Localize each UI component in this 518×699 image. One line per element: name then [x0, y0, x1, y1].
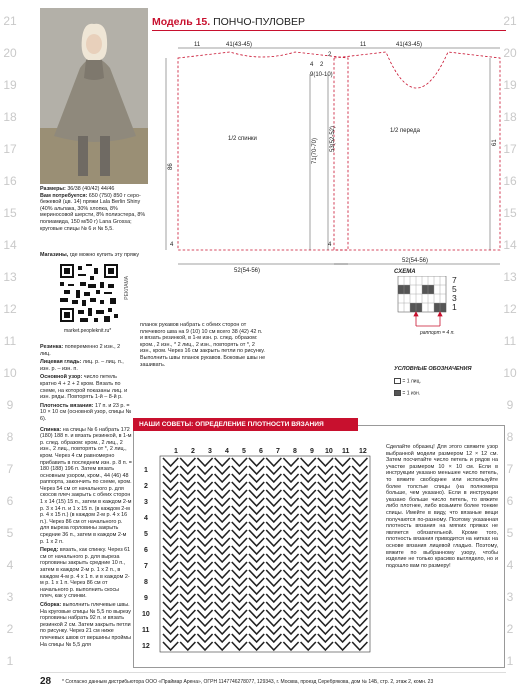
sizes-value: 36/38 (40/42) 44/46 [67, 186, 115, 192]
ruler-num: 5 [6, 526, 14, 540]
ruler-num: 16 [3, 174, 17, 188]
gauge-swatch [140, 444, 376, 666]
scheme-row-num: 3 [452, 293, 457, 303]
ruler-num: 21 [3, 14, 17, 28]
ruler-num: 16 [503, 174, 517, 188]
grid-top-num: 3 [208, 448, 212, 455]
footer-divider [40, 672, 506, 673]
model-label: Модель 15. [152, 16, 211, 28]
ruler-num: 14 [503, 238, 517, 252]
ruler-num: 17 [503, 142, 517, 156]
instr-text: выполнить плечевые швы. На круговые спицы № 5,5 по вырезу горловины набрать 92 п. и вязать резинкой 2 см. Затем закрыть петли по рисунку. Через 21 см ниже плечевых швов от вершины проймы На спицы № 5,5 для [40, 601, 131, 648]
back-label: 1/2 спинки [228, 136, 257, 142]
instr-label: Перед: [40, 547, 59, 554]
model-name: ПОНЧО-ПУЛОВЕР [213, 16, 305, 28]
ruler-num: 3 [6, 590, 14, 604]
page-number: 28 [40, 676, 52, 687]
instr-text: лиц. р. – лиц. п., изн. р. – изн. п. [40, 359, 124, 372]
ad-label: РЕКЛАМА [124, 276, 130, 300]
ruler-num: 10 [3, 366, 17, 380]
grid-top-num: 1 [174, 448, 178, 455]
grid-top-num: 7 [276, 448, 280, 455]
grid-side-num: 2 [144, 483, 148, 490]
ruler-num: 17 [3, 142, 17, 156]
instr-label: Лицевая гладь: [40, 359, 82, 366]
instr-text: 17 п. и 23 р. = 10 × 10 см (основной узор, спицы № 6). [40, 402, 132, 422]
ruler-num: 8 [6, 430, 14, 444]
rapport-label: раппорт = 4 п. [420, 330, 455, 336]
pattern-outline [178, 52, 500, 250]
needed-value: 650 (750) 850 г серо-бежевой (цв. 14) пряжи Lala Berlin Shiny (40% альпака, 30% хлопка, 8% мериносовой шерсти, 8% полиэстера, 8% полиамида, 150 м/50 г) Lana Grossa; круговые спицы № 6 и № 5,5. [40, 192, 146, 232]
ruler-num: 12 [503, 302, 517, 316]
dim-41a: 41(43-45) [226, 42, 253, 48]
scheme-row-num: 1 [452, 302, 457, 312]
stores-line [40, 252, 150, 259]
ruler-num: 15 [503, 206, 517, 220]
ruler-num: 5 [506, 526, 514, 540]
grid-side-num: 4 [144, 515, 148, 522]
footer-note: * Согласно данным дистрибьютора ООО «Праймар Арена», ОГРН 1147746278077, 129343, г. Москва, проезд Серебрякова, дом № 14Б, стр. 2, этаж 2, комн. 23 [62, 679, 434, 685]
dim-11a: 11 [194, 42, 201, 48]
dim-52b: 52(54-56) [402, 258, 429, 264]
stores-label: Магазины, [40, 252, 69, 258]
ruler-num: 15 [3, 206, 17, 220]
grid-side-num: 12 [142, 643, 150, 650]
needed-label: Вам потребуется: [40, 192, 88, 199]
ruler-num: 7 [6, 462, 14, 476]
grid-side-num: 1 [144, 467, 148, 474]
ruler-num: 10 [503, 366, 517, 380]
instr-stockinette [40, 359, 132, 372]
ruler-num: 11 [3, 334, 17, 348]
ruler-num: 20 [3, 46, 17, 60]
front-label: 1/2 переда [390, 128, 420, 134]
ruler-num: 7 [506, 462, 514, 476]
tips-header: НАШИ СОВЕТЫ: ОПРЕДЕЛЕНИЕ ПЛОТНОСТИ ВЯЗАНИЯ [133, 418, 358, 431]
grid-top-num: 9 [310, 448, 314, 455]
scheme-row-num: 7 [452, 275, 457, 285]
market-url[interactable]: market.peopleknit.ru* [64, 328, 112, 334]
grid-side-num: 11 [142, 627, 150, 634]
scheme-row-num: 5 [452, 284, 457, 294]
grid-top-num: 5 [242, 448, 246, 455]
grid-top-num: 6 [259, 448, 263, 455]
ruler-num: 9 [506, 398, 514, 412]
purl-swatch [394, 390, 401, 396]
sizes-label: Размеры: [40, 186, 66, 192]
dim-9-10: 9(10-10) [310, 72, 333, 78]
legend-purl-text: = 1 изн. [402, 390, 421, 397]
grid-top-num: 4 [225, 448, 229, 455]
instructions-left [40, 344, 132, 648]
ruler-num: 2 [6, 622, 14, 636]
ruler-num: 4 [6, 558, 14, 572]
instructions-middle: планок рукавов набрать с обеих сторон от плечевого шва на 9 (10) 10 см всего 38 (42) 42 п. и вязать резинкой, в 1-м изн. р. след. образом: кром., 2 изн., * 2 лиц., 2 изн., повторять от *, 2 изн., кром. Через 16 см закрыть петли по рисунку. Выполнить швы планок рукавов. Боковые швы не зашивать. [140, 322, 266, 368]
ruler-num: 6 [506, 494, 514, 508]
grid-side-num: 7 [144, 563, 148, 570]
title-divider [152, 30, 506, 31]
ruler-num: 14 [3, 238, 17, 252]
ruler-num: 18 [503, 110, 517, 124]
instr-label: Резинка: [40, 344, 64, 350]
ruler-num: 8 [506, 430, 514, 444]
instr-label: Плотность вязания: [40, 402, 94, 409]
instr-text: число петель кратно 4 + 2 + 2 кром. Вязать по схеме, на которой показаны лиц. и изн. ряды. Повторять 1-й – 8-й р. [40, 374, 128, 401]
knit-swatch [394, 378, 401, 384]
qr-code[interactable] [60, 264, 118, 322]
scheme-row-numbers [452, 276, 457, 312]
instr-back [40, 427, 132, 546]
ruler-num: 1 [6, 654, 14, 668]
instr-main-pattern [40, 374, 132, 400]
scheme-title: СХЕМА [394, 269, 416, 275]
ruler-num: 11 [503, 334, 517, 348]
dim-2b: 2 [328, 52, 332, 58]
instr-assembly [40, 602, 132, 648]
instr-text: попеременно 2 изн., 2 лиц. [40, 344, 121, 357]
instr-label: Спинка: [40, 426, 62, 433]
model-illustration [40, 8, 148, 184]
tips-text: Сделайте образец! Для этого свяжите узор выбранной модели размером 12 × 12 см. Затем посчитайте число петель и рядов на участке размером 10 × 10 см. Если в инструкции указано меньшее число петель, то вяжите свободнее или используйте более толстые спицы (на полномера больше, чем указано). Если в инструкции указано больше число петель, то вяжите либо плотнее, либо возьмите более тонкие спицы. Имейте в виду, что вязаные вещи получаются по-разному. Поэтому указанная плотность вязания на мягких пряжах не является обязательной. Кроме того, плотность вязания приводится на нитках на основе вязания лицевой гладью. Поэтому, вяжите по выбранному узору, чтобы изделие не только красиво выглядело, но и подошло вам по размеру! [386, 444, 498, 569]
ruler-num: 6 [6, 494, 14, 508]
legend-title: УСЛОВНЫЕ ОБОЗНАЧЕНИЯ [394, 366, 472, 372]
grid-side-num: 5 [144, 531, 148, 538]
stores-value: где можно купить эту пряжу [69, 252, 140, 258]
dim-4b: 4 [328, 242, 332, 248]
page-title [152, 16, 305, 28]
needed-line [40, 193, 150, 233]
dim-4: 4 [310, 62, 314, 68]
ruler-num: 3 [506, 590, 514, 604]
ruler-num: 4 [506, 558, 514, 572]
grid-top-num: 8 [293, 448, 297, 455]
ruler-num: 12 [3, 302, 17, 316]
grid-top-num: 11 [342, 448, 350, 455]
instr-label: Основной узор: [40, 374, 83, 381]
dim-41b: 41(43-45) [396, 42, 423, 48]
dimension-lines [166, 48, 500, 264]
dim-71: 71(70-70) [312, 137, 318, 164]
instr-front [40, 547, 132, 600]
grid-side-num: 3 [144, 499, 148, 506]
grid-top-num: 2 [191, 448, 195, 455]
grid-side-num: 9 [144, 595, 148, 602]
instr-label: Сборка: [40, 601, 62, 608]
grid-side-num: 10 [142, 611, 150, 618]
dim-53: 53(52-52) [330, 125, 336, 152]
legend-purl [394, 390, 420, 396]
model-photo [40, 8, 148, 184]
ruler-num: 9 [6, 398, 14, 412]
grid-top-num: 10 [325, 448, 333, 455]
instr-ribbing [40, 344, 132, 357]
ruler-num: 2 [506, 622, 514, 636]
dim-86: 86 [168, 163, 174, 170]
dim-4c: 4 [170, 242, 174, 248]
instr-text: вязать, как спинку. Через 61 см от начального р. для выреза горловины закрыть средние 10 п., затем в каждом 2-м р. 1 х 2 п., в каждом 4-м р. 4 х 1 п. и в каждом 2-м р. 1 х 1 п. Через 86 см от начального р. выполнить скосы плеч, как у спинки. [40, 547, 131, 600]
legend-knit-text: = 1 лиц. [402, 378, 421, 385]
grid-side-num: 6 [144, 547, 148, 554]
dim-11b: 11 [360, 42, 367, 48]
ruler-num: 1 [506, 654, 514, 668]
instr-text: на спицы № 6 набрать 172 (180) 188 п. и вязать резинкой, в 1-м р. след. образом: кром., 2 лиц., 2 изн., 2 лиц., повторять от *, 2 лиц., кром. Через 4 см равномерно прибавить в последнем изн. р. 8 п. = 180 (188) 196 п. Затем вязать основным узором, кром., 44 (46) 48 раппорта, закончить по схеме, кром. Через 54 см от начального р. для скосов плеч закрыть с обеих сторон 1 х 14 (15) 15 п., затем в каждом 2-м р. 3 х 14 п. и 1 х 15 п. (в каждом 2-м р. 4 х 15 п.) (в каждом 2-м р. 4 х 16 п.). Через 86 см от начального р. для выреза горловины закрыть средние 36 п., затем в каждом 2-м р. 1 х 2 п. [40, 426, 132, 545]
grid-side-num: 8 [144, 579, 148, 586]
ruler-num: 20 [503, 46, 517, 60]
ruler-num: 19 [3, 78, 17, 92]
ruler-num: 19 [503, 78, 517, 92]
dim-61: 61 [492, 139, 498, 146]
dim-52a: 52(54-56) [234, 268, 261, 274]
materials-block [40, 186, 150, 232]
ruler-num: 18 [3, 110, 17, 124]
ruler-num: 21 [503, 14, 517, 28]
pattern-schematic [150, 34, 508, 274]
grid-top-num: 12 [359, 448, 367, 455]
qr-code-graphic [60, 264, 118, 322]
legend-knit [394, 378, 421, 384]
dim-2: 2 [320, 62, 324, 68]
ruler-num: 13 [3, 270, 17, 284]
ruler-num: 13 [503, 270, 517, 284]
instr-gauge [40, 403, 132, 423]
sizes-line [40, 186, 150, 193]
